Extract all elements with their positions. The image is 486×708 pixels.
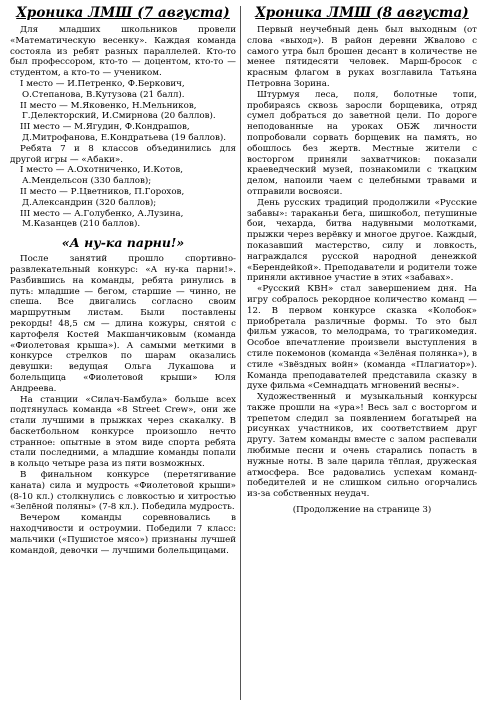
- list1-item: II место — М.Яковенко, Н.Мельников,: [20, 100, 197, 111]
- list2-item: Д.Александрин (320 баллов);: [22, 197, 157, 208]
- list2-item: М.Казанцев (210 баллов).: [22, 219, 141, 230]
- list2-item: II место — Р.Цветников, П.Горохов,: [20, 186, 185, 197]
- right-paragraph-4: «Русский КВН» стал завершением дня. На игру собралось рекордное количество команд — 12. В первом конкурсе сказка «Колобок» приобретала различные формы. То это был фильм ужасов, то мелодрама, то трагикомедия. Особое впечатление произвели выступления в стиле покемонов (команда «Зелёная полянка»), в стиле «Звёздных войн» (команда «Плагиатор»). Команда преподавателей представила сказку в духе фильма «Семнадцать мгновений весны».: [247, 284, 477, 392]
- winners-list-1: [10, 79, 236, 144]
- right-paragraph-3: День русских традиций продолжили «Русские забавы»: тараканьи бега, шишкобол, петушиные бои, чехарда, битва надувными молотками, прыжки через верёвку и многое другое. Каждый, показавший мастерство, силу и ловкость, награждался русской народной денежкой «Берендейкой». Преподаватели и родители тоже приняли активное участие в этих «забавах».: [247, 197, 477, 284]
- right-column: [247, 0, 477, 516]
- list1-item: III место — М.Ягудин, Ф.Кондрашов,: [20, 122, 190, 133]
- left-paragraph-1: Для младших школьников провели «Математическую весенку». Каждая команда состояла из ребят разных параллелей. Кто-то был профессором, кто-то — доцентом, кто-то — студентом, а кто-то — учеником.: [10, 25, 236, 79]
- list2-item: А.Мендельсон (330 баллов);: [22, 176, 152, 187]
- left-paragraph-6: Вечером команды соревновались в находчивости и остроумии. Победили 7 класс: мальчики («Пушистое мясо») признаны лучшей командой, девочки — лучшими болельщицами.: [10, 513, 236, 556]
- list1-item: О.Степанова, В.Кутузова (21 балл).: [22, 89, 185, 100]
- subtitle-a-nu-ka-parni: «А ну-ка парни!»: [61, 235, 185, 251]
- list2-item: I место — А.Охотниченко, И.Котов,: [20, 165, 184, 176]
- left-title: Хроника ЛМШ (7 августа): [16, 5, 230, 21]
- left-paragraph-2: Ребята 7 и 8 классов объединились для другой игры — «Абаки».: [10, 143, 236, 165]
- right-paragraph-5: Художественный и музыкальный конкурсы также прошли на «ура»! Весь зал с восторгом и трепетом следил за появлением богатырей на рисунках участников, их соответствием друг другу. Затем команды вместе с залом распевали любимые песни и очень старались попасть в нужные ноты. В зале царила тёплая, дружеская атмосфера. Все радовались успехам команд-победителей и не слишком сильно огорчались из-за собственных неудач.: [247, 392, 477, 500]
- list1-item: I место — И.Петренко, Ф.Беркович,: [20, 78, 185, 89]
- winners-list-2: [10, 165, 236, 230]
- right-paragraph-2: Штурмуя леса, поля, болотные топи, пробираясь сквозь заросли борщевика, отряд сумел добраться до заветной цели. По дороге неподованные на уроках ОБЖ личности попробовали сорвать борщевик на память, но обошлось без жертв. Местные жители с восторгом приняли захватчиков: показали краеведческий музей, познакомили с ткацким делом, напоили чаем с целебными травами и отправили восвояси.: [247, 89, 477, 197]
- continued-note: (Продолжение на странице 3): [292, 505, 432, 516]
- column-divider: [240, 6, 241, 700]
- left-paragraph-5: В финальном конкурсе (перетягивание каната) сила и мудрость «Фиолетовой крыши» (8-10 кл.) столкнулись с ловкостью и хитростью «Зелёной поляны» (7-8 кл.). Победила мудрость.: [10, 470, 236, 513]
- left-paragraph-3: После занятий прошло спортивно-развлекательный конкурс: «А ну-ка парни!». Разбившись на команды, ребята ринулись в путь: младшие — бегом, старшие — чинно, не спеша. Все двигались согласно своим маршрутным листам. Были поставлены рекорды! 48,5 см — длина кожуры, снятой с картофеля Костей Макшанчиковым (команда «Фиолетовая крыша»). А самыми меткими в конкурсе стрелков по шарам оказались девушки: ведущая Ольга Лукашова и болельщица «Фиолетовой крыши» Юля Андреева.: [10, 254, 236, 394]
- list1-item: Г.Делекторский, И.Смирнова (20 баллов).: [22, 111, 216, 122]
- right-title: Хроника ЛМШ (8 августа): [255, 5, 469, 21]
- list1-item: Д.Митрофанова, Е.Кондратьева (19 баллов).: [22, 132, 227, 143]
- right-paragraph-1: Первый неучебный день был выходным (от слова «выход»). В район деревни Жвалово с самого утра был брошен десант в количестве не менее пятидесяти человек. Марш-бросок с красным флагом в руках возглавила Татьяна Петровна Зорина.: [247, 25, 477, 89]
- left-column: [10, 0, 236, 556]
- left-paragraph-4: На станции «Силач-Бамбула» больше всех подтянулась команда «8 Street Crew», они же стали лучшими в прыжках через скакалку. В баскетбольном конкурсе произошло нечто странное: опытные в этом виде спорта ребята стали последними, а младшие команды попали в кольцо четыре раза из пяти возможных.: [10, 394, 236, 470]
- list2-item: III место — А.Голубенко, А.Лузина,: [20, 208, 184, 219]
